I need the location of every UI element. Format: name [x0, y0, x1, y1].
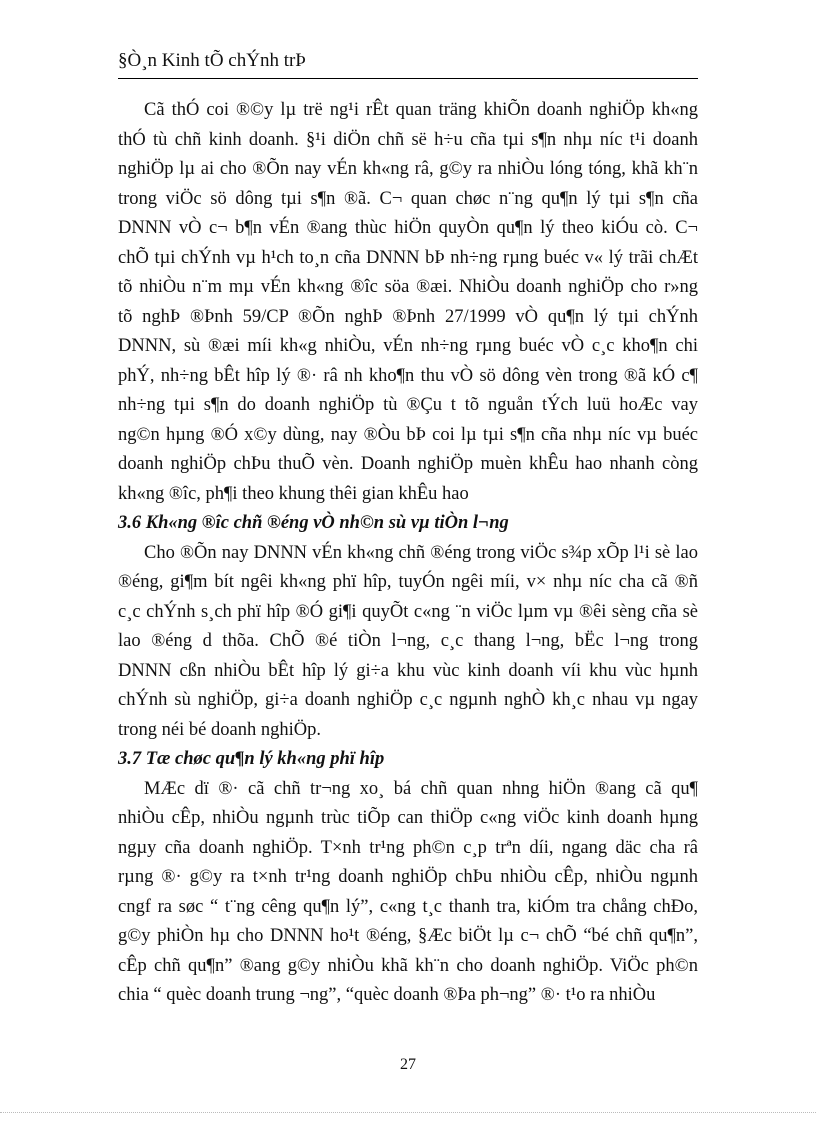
paragraph-line: chÝnh sù nghiÖp, gi÷a doanh nghiÖp c¸c ngµnh nghÒ kh¸c nhau vµ ngay: [118, 690, 698, 710]
paragraph-line: chia “ quèc doanh trung ¬ng”, “quèc doanh ®Þa ph¬ng” ®· t¹o ra nhiÒu: [118, 985, 656, 1005]
page-bottom-rule: [0, 1112, 816, 1113]
paragraph-line: thÓ tù chñ kinh doanh. §¹i diÖn chñ së h÷u cña tµi s¶n nhµ níc t¹i doanh: [118, 129, 698, 150]
paragraph-line: lao ®éng d thõa. ChÕ ®é tiÒn l¬ng, c¸c thang l¬ng, bËc l¬ng trong: [118, 631, 698, 651]
document-body: [118, 96, 698, 1011]
paragraph-line: trong néi bé doanh nghiÖp.: [118, 719, 321, 740]
paragraph-line: cÊp chñ qu¶n” ®ang g©y nhiÒu khã kh¨n cho doanh nghiÖp. ViÖc ph©n: [118, 955, 698, 976]
paragraph-line: DNNN, sù ®æi míi kh«g nhiÒu, vÉn nh÷ng rµng buéc vÒ c¸c kho¶n chi: [118, 336, 698, 356]
section-heading: 3.7 Tæ chøc qu¶n lý kh«ng phï hîp: [118, 749, 385, 769]
paragraph-line: ®éng, gi¶m bít ngêi kh«ng phï hîp, tuyÓn ngêi míi, v× nhµ níc cha cã ®ñ: [118, 572, 698, 592]
paragraph-line: tõ nhiÒu n¨m mµ vÉn kh«ng ®îc söa ®æi. NhiÒu doanh nghiÖp cho r»ng: [118, 277, 698, 297]
paragraph-line: MÆc dï ®· cã chñ tr¬ng xo¸ bá chñ quan nhng hiÖn ®ang cã qu¶: [144, 778, 698, 799]
paragraph-line: Cã thÓ coi ®©y lµ trë ng¹i rÊt quan träng khiÕn doanh nghiÖp kh«ng: [144, 100, 698, 120]
section-heading: 3.6 Kh«ng ®îc chñ ®éng vÒ nh©n sù vµ tiÒn l¬ng: [118, 513, 509, 533]
running-header: §Ò¸n Kinh tÕ chÝnh trÞ: [118, 50, 306, 71]
paragraph-line: phÝ, nh÷ng bÊt hîp lý ®· râ nh kho¶n thu vÒ sö dông vèn trong ®ã kÓ c¶: [118, 365, 698, 386]
paragraph-line: kh«ng ®îc, ph¶i theo khung thêi gian khÊu hao: [118, 483, 469, 504]
paragraph-line: ngµy cña doanh nghiÖp. T×nh tr¹ng ph©n c¸p trªn díi, ngang däc cha râ: [118, 837, 698, 858]
paragraph-line: nh÷ng tµi s¶n do doanh nghiÖp tù ®Çu t tõ nguån tÝch luü hoÆc vay: [118, 395, 698, 415]
paragraph-line: cngf ra søc “ t¨ng cêng qu¶n lý”, c«ng t¸c thanh tra, kiÓm tra chång chÐo,: [118, 896, 698, 917]
paragraph-line: c¸c chÝnh s¸ch phï hîp ®Ó gi¶i quyÕt c«ng ¨n viÖc lµm vµ ®êi sèng cña sè: [118, 601, 698, 622]
paragraph-line: tõ nghÞ ®Þnh 59/CP ®Õn nghÞ ®Þnh 27/1999 vÒ qu¶n lý tµi chÝnh: [118, 306, 698, 327]
paragraph-line: chÕ tµi chÝnh vµ h¹ch to¸n cña DNNN bÞ nh÷ng rµng buéc v« lý trãi chÆt: [118, 247, 698, 268]
paragraph-line: g©y phiÒn hµ cho DNNN ho¹t ®éng, §Æc biÖt lµ c¬ chÕ “bé chñ qu¶n”,: [118, 926, 698, 946]
paragraph-line: doanh nghiÖp chÞu thuÕ vèn. Doanh nghiÖp muèn khÊu hao nhanh còng: [118, 454, 698, 474]
paragraph-line: DNNN cßn nhiÒu bÊt hîp lý gi÷a khu vùc kinh doanh víi khu vùc hµnh: [118, 660, 698, 681]
paragraph-line: DNNN vÒ c¬ b¶n vÉn ®ang thùc hiÖn quyÒn qu¶n lý theo kiÓu cò. C¬: [118, 218, 698, 238]
paragraph-line: nhiÒu cÊp, nhiÒu ngµnh trùc tiÕp can thiÖp c«ng viÖc kinh doanh hµng: [118, 808, 698, 828]
paragraph-line: rµng ®· g©y ra t×nh tr¹ng doanh nghiÖp chÞu nhiÒu cÊp, nhiÒu ngµnh: [118, 867, 698, 887]
paragraph-line: nghiÖp lµ ai cho ®Õn nay vÉn kh«ng râ, g©y ra nhiÒu lóng tóng, khã kh¨n: [118, 159, 698, 179]
page-number: 27: [400, 1056, 416, 1073]
paragraph-line: ng©n hµng ®Ó x©y dùng, nay ®Òu bÞ coi lµ tµi s¶n cña nhµ níc vµ buéc: [118, 424, 698, 445]
paragraph-line: Cho ®Õn nay DNNN vÉn kh«ng chñ ®éng trong viÖc s¾p xÕp l¹i sè lao: [144, 542, 698, 563]
paragraph-line: trong viÖc sö dông tµi s¶n ®ã. C¬ quan chøc n¨ng qu¶n lý tµi s¶n cña: [118, 188, 698, 209]
header-rule: [118, 78, 698, 79]
